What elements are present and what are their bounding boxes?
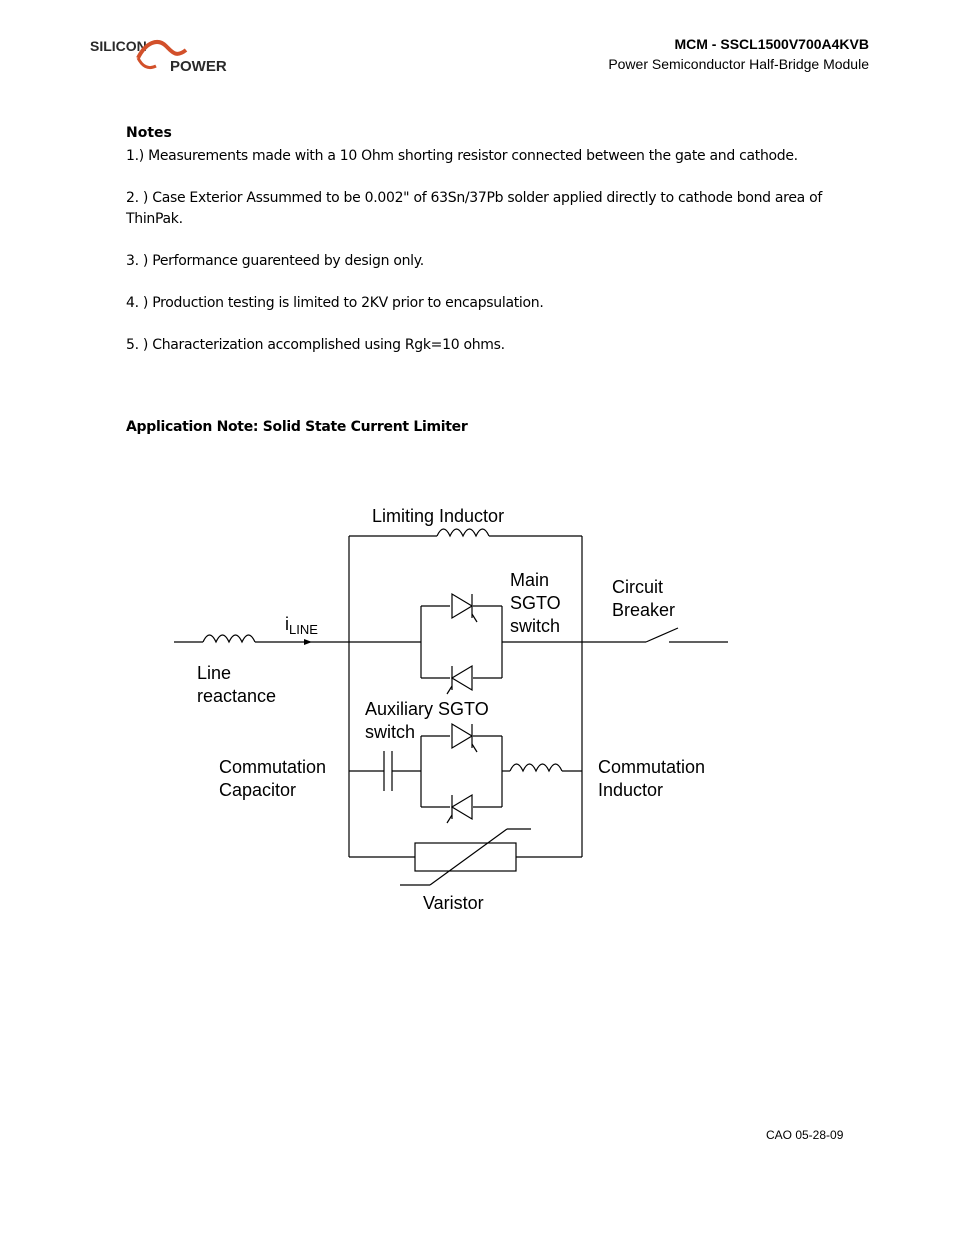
aux-sgto-forward-icon xyxy=(452,724,472,748)
notes-heading: Notes xyxy=(126,125,172,141)
line-reactance-label-line2: reactance xyxy=(197,686,277,706)
commutation-capacitor-label-line2: Capacitor xyxy=(219,780,297,800)
commutation-capacitor-label-line1: Commutation xyxy=(219,757,327,777)
circuit-breaker-switch-icon xyxy=(646,628,678,642)
circuit-breaker-label-line1: Circuit xyxy=(612,577,664,597)
module-description: Power Semiconductor Half-Bridge Module xyxy=(608,56,869,72)
silicon-power-logo xyxy=(88,36,238,78)
i-line-subscript: LINE xyxy=(289,622,318,637)
aux-sgto-label-line2: switch xyxy=(365,722,416,742)
logo-text-silicon: SILICON xyxy=(90,38,147,54)
main-sgto-label-line3: switch xyxy=(510,616,561,636)
line-reactance-label-line1: Line xyxy=(197,663,232,683)
main-sgto-forward-icon xyxy=(452,594,472,618)
note-item: 3. ) Performance guarenteed by design only. xyxy=(126,253,424,269)
part-number: MCM - SSCL1500V700A4KVB xyxy=(674,36,869,52)
document-footer-code: CAO 05-28-09 xyxy=(766,1128,844,1142)
varistor-icon xyxy=(415,843,516,871)
aux-sgto-label-line1: Auxiliary SGTO xyxy=(365,699,489,719)
i-line-label xyxy=(285,614,318,637)
commutation-inductor-icon xyxy=(510,764,562,771)
limiting-inductor-label: Limiting Inductor xyxy=(372,506,505,526)
aux-sgto-reverse-icon xyxy=(452,795,472,819)
document-header xyxy=(608,34,869,74)
logo-text-power: POWER xyxy=(170,58,227,75)
limiting-inductor-icon xyxy=(437,529,489,536)
note-item: 4. ) Production testing is limited to 2KV prior to encapsulation. xyxy=(126,295,544,311)
note-item: 5. ) Characterization accomplished using Rgk=10 ohms. xyxy=(126,337,505,353)
application-note-heading: Application Note: Solid State Current Limiter xyxy=(126,419,468,435)
note-item: 2. ) Case Exterior Assummed to be 0.002" of 63Sn/37Pb solder applied directly to cathode bond area of ThinPak. xyxy=(126,190,822,227)
varistor-label: Varistor xyxy=(423,893,484,913)
current-arrow-icon xyxy=(304,639,312,645)
main-sgto-label-line1: Main xyxy=(510,570,550,590)
circuit-breaker-label-line2: Breaker xyxy=(612,600,676,620)
main-sgto-label-line2: SGTO xyxy=(510,593,561,613)
line-reactance-inductor-icon xyxy=(203,635,255,642)
commutation-inductor-label-line2: Inductor xyxy=(598,780,664,800)
i-line-main: i xyxy=(285,614,289,634)
main-sgto-reverse-icon xyxy=(452,666,472,690)
note-item: 1.) Measurements made with a 10 Ohm shorting resistor connected between the gate and cathode. xyxy=(126,148,798,164)
commutation-inductor-label-line1: Commutation xyxy=(598,757,706,777)
